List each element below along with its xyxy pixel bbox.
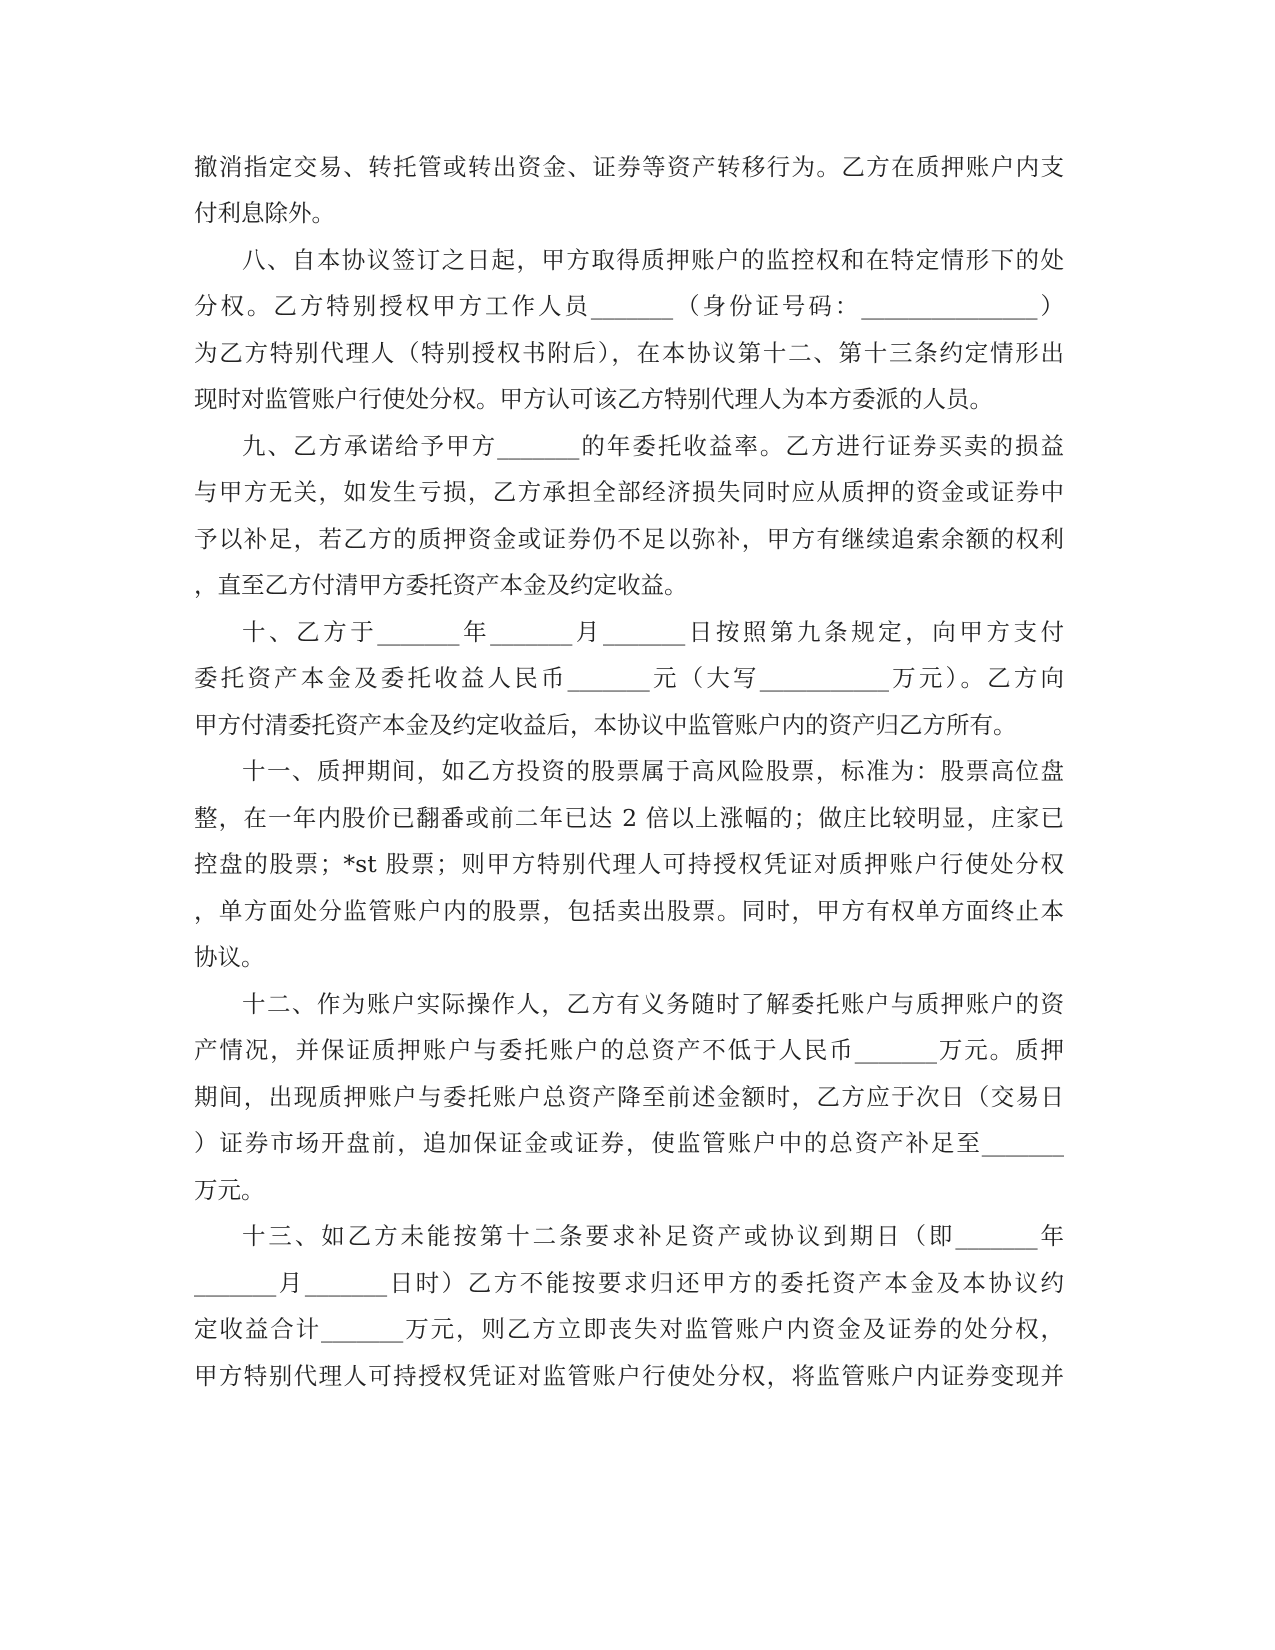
text-line: 付利息除外。 (194, 199, 335, 227)
text-line: 撤消指定交易、转托管或转出资金、证券等资产转移行为。乙方在质押账户内支 (194, 153, 1064, 181)
text-line: ）证券市场开盘前，追加保证金或证券，使监管账户中的总资产补足至_______ (194, 1129, 1064, 1157)
paragraph-13-start: 十三、如乙方未能按第十二条要求补足资产或协议到期日（即_______年 (242, 1222, 1064, 1250)
text-line: 为乙方特别代理人（特别授权书附后），在本协议第十二、第十三条约定情形出 (194, 339, 1064, 367)
text-line: 万元。 (194, 1176, 265, 1204)
paragraph-9-start: 九、乙方承诺给予甲方_______的年委托收益率。乙方进行证券买卖的损益 (242, 432, 1064, 460)
text-line: 控盘的股票；*st 股票；则甲方特别代理人可持授权凭证对质押账户行使处分权 (194, 850, 1064, 878)
text-line: 与甲方无关，如发生亏损，乙方承担全部经济损失同时应从质押的资金或证券中 (194, 478, 1064, 506)
text-line: 期间，出现质押账户与委托账户总资产降至前述金额时，乙方应于次日（交易日 (194, 1083, 1064, 1111)
text-line: ，单方面处分监管账户内的股票，包括卖出股票。同时，甲方有权单方面终止本 (194, 897, 1064, 925)
text-line: 定收益合计_______万元，则乙方立即丧失对监管账户内资金及证券的处分权， (194, 1315, 1064, 1343)
paragraph-8-start: 八、自本协议签订之日起，甲方取得质押账户的监控权和在特定情形下的处 (242, 246, 1064, 274)
text-line: 委托资产本金及委托收益人民币_______元（大写___________万元）。乙方向 (194, 664, 1064, 692)
text-line: 分权。乙方特别授权甲方工作人员_______（身份证号码：_______________） (194, 292, 1064, 320)
text-line: _______月_______日时）乙方不能按要求归还甲方的委托资产本金及本协议约 (194, 1269, 1064, 1297)
text-line: 甲方特别代理人可持授权凭证对监管账户行使处分权，将监管账户内证券变现并 (194, 1362, 1064, 1390)
paragraph-11-start: 十一、质押期间，如乙方投资的股票属于高风险股票，标准为：股票高位盘 (242, 757, 1064, 785)
text-line: 整，在一年内股价已翻番或前二年已达 2 倍以上涨幅的；做庄比较明显，庄家已 (194, 804, 1064, 832)
text-line: ，直至乙方付清甲方委托资产本金及约定收益。 (194, 571, 688, 599)
text-line: 予以补足，若乙方的质押资金或证券仍不足以弥补，甲方有继续追索余额的权利 (194, 525, 1064, 553)
paragraph-10-start: 十、乙方于_______年_______月_______日按照第九条规定，向甲方支付 (242, 618, 1064, 646)
text-line: 协议。 (194, 943, 265, 971)
paragraph-12-start: 十二、作为账户实际操作人，乙方有义务随时了解委托账户与质押账户的资 (242, 990, 1064, 1018)
text-line: 产情况，并保证质押账户与委托账户的总资产不低于人民币_______万元。质押 (194, 1036, 1064, 1064)
text-line: 现时对监管账户行使处分权。甲方认可该乙方特别代理人为本方委派的人员。 (194, 385, 993, 413)
text-line: 甲方付清委托资产本金及约定收益后，本协议中监管账户内的资产归乙方所有。 (194, 711, 1017, 739)
